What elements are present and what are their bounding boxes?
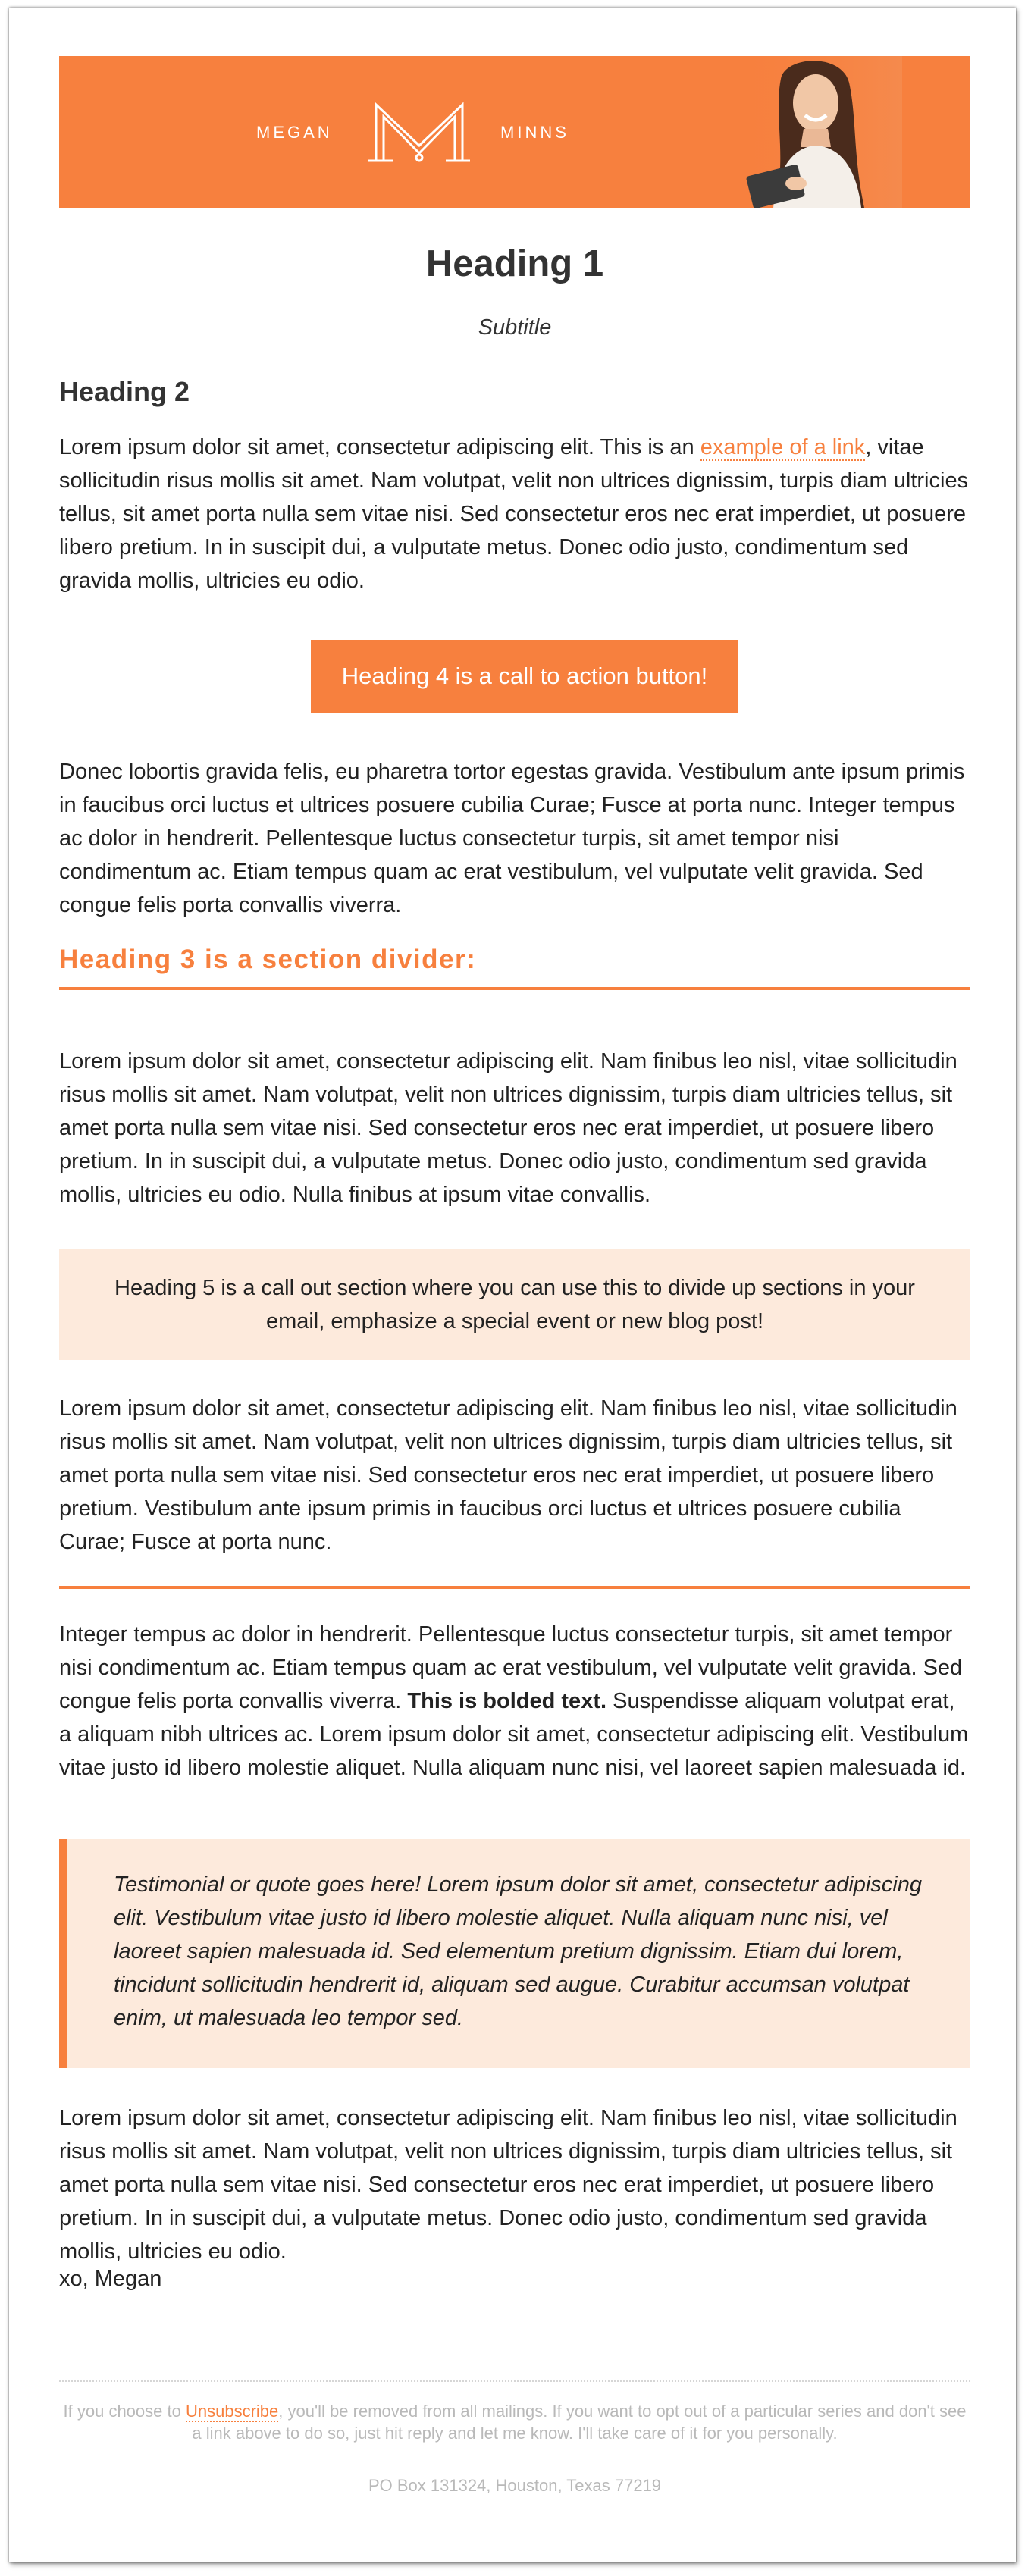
intro-text-start: Lorem ipsum dolor sit amet, consectetur adipiscing elit. This is an bbox=[59, 435, 700, 459]
page-title: Heading 1 bbox=[425, 243, 604, 284]
paragraph-6: Lorem ipsum dolor sit amet, consectetur adipiscing elit. Nam finibus leo nisl, vitae sollicitudin risus mollis sit amet. Nam volutpat, velit non ultrices dignissim, turpis diam ultricies tellus, sit amet porta nulla sem vitae nisi. Sed consectetur eros nec erat imperdiet, ut posuere libero pretium. In in suscipit dui, a vulputate metus. Donec odio justo, condimentum sed gravida mollis, ultricies eu odio. bbox=[59, 2106, 957, 2264]
paragraph-5-start: Integer tempus ac dolor in hendrerit. Pellentesque luctus consectetur turpis, sit amet tempor nisi condimentum ac. Etiam tempus quam ac erat vestibulum, vel vulputate velit gravida. Sed congue felis porta convallis viverra. bbox=[59, 1622, 963, 1713]
bolded-text: This is bolded text. bbox=[407, 1689, 607, 1713]
callout-section: Heading 5 is a call out section where you can use this to divide up sections in your email, emphasize a special event or new blog post! bbox=[59, 1249, 970, 1360]
footer-divider bbox=[59, 2380, 970, 2382]
header-banner bbox=[59, 56, 970, 208]
section-divider-heading: Heading 3 is a section divider: bbox=[59, 945, 970, 990]
monogram-m-icon bbox=[347, 100, 491, 164]
brand-logo bbox=[256, 100, 575, 164]
paragraph-5 bbox=[59, 1618, 970, 1785]
footer-notice bbox=[59, 2400, 970, 2444]
mailing-address: PO Box 131324, Houston, Texas 77219 bbox=[368, 2476, 662, 2495]
page-subtitle: Subtitle bbox=[478, 315, 552, 340]
unsubscribe-link[interactable]: Unsubscribe bbox=[185, 2402, 279, 2421]
example-link[interactable]: example of a link bbox=[700, 435, 866, 459]
paragraph-5-end: Suspendisse aliquam volutpat erat, a aliquam nibh ultrices ac. Lorem ipsum dolor sit amet, consectetur adipiscing elit. Vestibulum vitae justo id libero molestie aliquet. Nulla aliquam nunc nisi, vel laoreet sapien malesuada id. bbox=[59, 1689, 969, 1780]
brand-first-name: MEGAN bbox=[256, 123, 333, 142]
email-body bbox=[59, 56, 970, 2495]
intro-paragraph bbox=[59, 431, 970, 597]
footer-text-start: If you choose to bbox=[63, 2402, 186, 2421]
author-photo bbox=[720, 56, 902, 208]
intro-heading: Heading 2 bbox=[59, 376, 190, 407]
call-to-action-button[interactable]: Heading 4 is a call to action button! bbox=[311, 640, 738, 713]
paragraph-4: Lorem ipsum dolor sit amet, consectetur adipiscing elit. Nam finibus leo nisl, vitae sollicitudin risus mollis sit amet. Nam volutpat, velit non ultrices dignissim, turpis diam ultricies tellus, sit amet porta nulla sem vitae nisi. Sed consectetur eros nec erat imperdiet, ut posuere libero pretium. Vestibulum ante ipsum primis in faucibus orci luctus et ultrices posuere cubilia Curae; Fusce at porta nunc. bbox=[59, 1396, 957, 1554]
brand-last-name: MINNS bbox=[500, 123, 569, 142]
email-card bbox=[9, 8, 1016, 2562]
divider-rule bbox=[59, 1586, 970, 1589]
testimonial-quote: Testimonial or quote goes here! Lorem ipsum dolor sit amet, consectetur adipiscing elit. Vestibulum vitae justo id libero molestie aliquet. Nulla aliquam nunc nisi, vel laoreet sapien malesuada id. Sed elementum pretium dignissim. Etiam dui lorem, tincidunt sollicitudin hendrerit id, aliquam sed augue. Curabitur accumsan volutpat enim, ut malesuada leo tempor sed. bbox=[59, 1839, 970, 2068]
paragraph-3: Lorem ipsum dolor sit amet, consectetur adipiscing elit. Nam finibus leo nisl, vitae sollicitudin risus mollis sit amet. Nam volutpat, velit non ultrices dignissim, turpis diam ultricies tellus, sit amet porta nulla sem vitae nisi. Sed consectetur eros nec erat imperdiet, ut posuere libero pretium. In in suscipit dui, a vulputate metus. Donec odio justo, condimentum sed gravida mollis, ultricies eu odio. Nulla finibus at ipsum vitae convallis. bbox=[59, 1049, 957, 1207]
signoff: xo, Megan bbox=[59, 2267, 162, 2291]
footer-text-end: , you'll be removed from all mailings. If you want to opt out of a particular series and don't see a link above to do so, just hit reply and let me know. I'll take care of it for you personally. bbox=[192, 2402, 967, 2443]
intro-text-end: , vitae sollicitudin risus mollis sit amet. Nam volutpat, velit non ultrices dignissim, turpis diam ultricies tellus, sit amet porta nulla sem vitae nisi. Sed consectetur eros nec erat imperdiet, ut posuere libero pretium. In in suscipit dui, a vulputate metus. Donec odio justo, condimentum sed gravida mollis, ultricies eu odio. bbox=[59, 435, 969, 593]
paragraph-2: Donec lobortis gravida felis, eu pharetra tortor egestas gravida. Vestibulum ante ipsum primis in faucibus orci luctus et ultrices posuere cubilia Curae; Fusce at porta nunc. Integer tempus ac dolor in hendrerit. Pellentesque luctus consectetur turpis, sit amet tempor nisi condimentum ac. Etiam tempus quam ac erat vestibulum, vel vulputate velit gravida. Sed congue felis porta convallis viverra. bbox=[59, 760, 965, 917]
